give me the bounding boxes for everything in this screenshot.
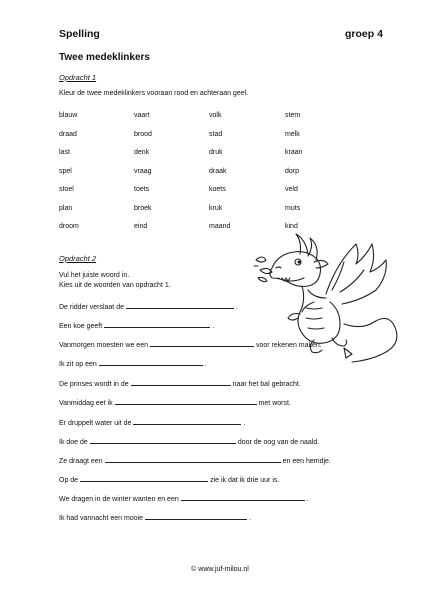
page-title: Twee medeklinkers (59, 52, 150, 63)
answer-blank[interactable] (181, 493, 305, 501)
sentence-start: Ik doe de (59, 439, 88, 446)
sentence-end: . (243, 420, 246, 427)
word: blauw (59, 112, 78, 119)
sentence-end: voor rekenen maken. (255, 342, 322, 349)
exercise2-heading: Opdracht 2 (59, 254, 97, 263)
sentence-start: Vanmiddag eet ik (59, 400, 113, 407)
sentence-end: met worst. (258, 400, 291, 407)
sentence-end: . (235, 304, 238, 311)
word-row (59, 168, 389, 187)
word: denk (134, 149, 150, 156)
word: veld (285, 186, 298, 193)
word: spel (59, 167, 72, 175)
fill-in-sentence (59, 320, 214, 330)
sentence-end: . (249, 515, 252, 522)
sentence-end: . (204, 361, 207, 368)
fill-in-sentence (59, 493, 309, 503)
fill-in-sentence (59, 474, 279, 484)
word: melk (285, 130, 300, 138)
fill-in-sentence (59, 455, 331, 465)
answer-blank[interactable] (126, 301, 234, 309)
word: last (59, 149, 70, 156)
answer-blank[interactable] (115, 397, 257, 405)
word: plan (59, 204, 73, 212)
word: druk (209, 149, 223, 156)
fill-in-sentence (59, 417, 245, 427)
exercise2-instruction-2: Kies uit de woorden van opdracht 1. (59, 282, 171, 289)
sentence-start: Ik zit op een (59, 361, 97, 368)
sentence-end: naar het bal gebracht. (232, 381, 301, 388)
fill-in-sentence (59, 512, 251, 522)
word: stem (285, 112, 301, 119)
word: vraag (134, 167, 152, 175)
answer-blank[interactable] (145, 512, 247, 520)
word: stad (209, 130, 223, 138)
exercise2-instruction-1: Vul het juiste woord in. (59, 272, 130, 279)
word: maand (209, 223, 231, 230)
word: droom (59, 223, 79, 230)
fill-in-sentence (59, 301, 238, 311)
fill-in-sentence (59, 378, 301, 388)
fill-in-sentence (59, 436, 319, 446)
word: brood (134, 130, 152, 138)
sentence-start: Ik had vannacht een mooie (59, 515, 144, 522)
footer-credit: © www.juf-milou.nl (191, 566, 249, 573)
exercise1-heading: Opdracht 1 (59, 73, 97, 82)
sentence-end: door de oog van de naald. (237, 439, 320, 446)
sentence-start: We dragen in de winter wanten en een (59, 496, 179, 503)
word: muts (285, 204, 301, 212)
exercise1-instruction: Kleur de twee medeklinkers vooraan rood en achteraan geel. (59, 90, 249, 97)
answer-blank[interactable] (80, 474, 208, 482)
word: draak (209, 167, 227, 175)
answer-blank[interactable] (99, 358, 203, 366)
word: volk (209, 112, 222, 119)
sentence-start: Ze draagt een (59, 458, 103, 465)
sentence-end: . (212, 323, 215, 330)
subject-label: Spelling (59, 28, 100, 40)
sentence-start: De prinses wordt in de (59, 381, 129, 388)
sentence-start: Een koe geeft (59, 323, 103, 330)
word: kruk (209, 204, 223, 212)
word-row (59, 186, 389, 205)
word-grid (59, 112, 389, 242)
dragon-illustration (252, 224, 402, 364)
answer-blank[interactable] (133, 417, 241, 425)
word: broek (134, 204, 152, 212)
sentence-end: . (306, 496, 309, 503)
word-row (59, 149, 389, 168)
word: kraan (285, 149, 303, 156)
sentence-start: De ridder verslaat de (59, 304, 124, 311)
sentence-start: Op de (59, 477, 79, 484)
word: toets (134, 186, 150, 193)
sentence-start: Er druppelt water uit de (59, 420, 132, 427)
answer-blank[interactable] (105, 455, 281, 463)
word-row (59, 112, 389, 131)
word: draad (59, 130, 77, 138)
word: dorp (285, 167, 300, 175)
answer-blank[interactable] (90, 436, 236, 444)
group-label: groep 4 (345, 28, 383, 40)
answer-blank[interactable] (150, 339, 254, 347)
fill-in-sentence (59, 358, 207, 368)
word: kind (285, 223, 298, 230)
word: eind (134, 223, 148, 230)
word: vaart (134, 112, 150, 119)
sentence-end: en een hemdje. (282, 458, 331, 465)
answer-blank[interactable] (104, 320, 210, 328)
sentence-end: zie ik dat ik drie uur is. (210, 477, 280, 484)
word-row (59, 131, 389, 150)
word-row (59, 205, 389, 224)
sentence-start: Vanmorgen moesten we een (59, 342, 148, 349)
word: stoel (59, 186, 74, 193)
word: koets (209, 186, 226, 193)
fill-in-sentence (59, 397, 291, 407)
answer-blank[interactable] (131, 378, 231, 386)
